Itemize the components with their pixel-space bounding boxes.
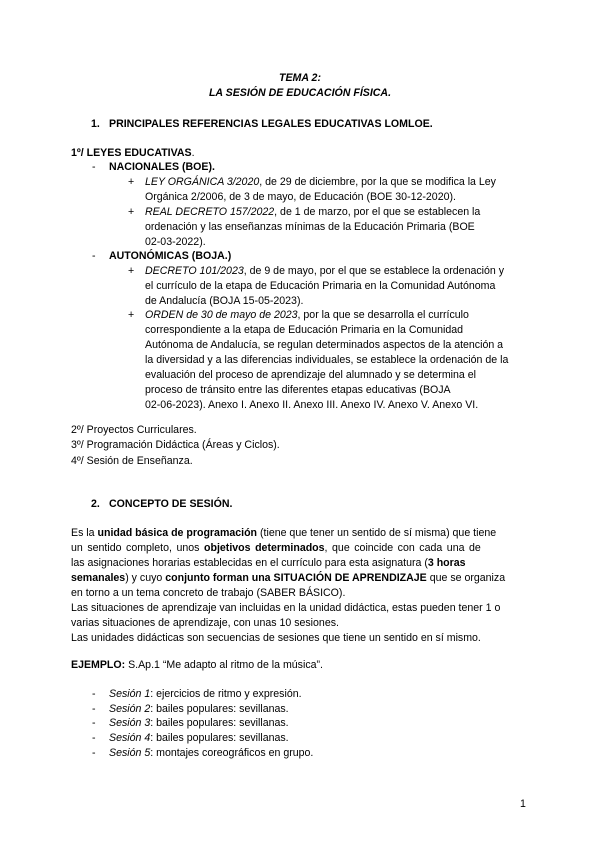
session-name: Sesión 5: [109, 747, 151, 759]
ejemplo-label: EJEMPLO:: [71, 659, 126, 671]
bullet-dash: -: [92, 703, 96, 715]
nacionales-label: NACIONALES (BOE).: [109, 161, 215, 173]
item-text: el currículo de la etapa de Educación Primaria en la Comunidad Autónoma: [145, 280, 496, 292]
para-text: Es la: [71, 527, 98, 539]
item-text: , de 1 de marzo, por el que se establecen la: [274, 206, 481, 218]
nacional-item-1: [145, 175, 525, 205]
bullet-plus: +: [128, 176, 135, 188]
bullet-dash: -: [92, 161, 96, 173]
session-desc: : bailes populares: sevillanas.: [150, 717, 289, 729]
autonomicas-label: AUTONÓMICAS (BOJA.): [109, 250, 232, 262]
item-ref: REAL DECRETO 157/2022: [145, 206, 275, 218]
nacional-item-2: [145, 205, 525, 250]
section-2-number: 2.: [91, 498, 100, 510]
section-1-heading: PRINCIPALES REFERENCIAS LEGALES EDUCATIVAS LOMLOE.: [109, 118, 433, 130]
bullet-dash: -: [92, 250, 96, 262]
concepto-paragraph: [71, 526, 531, 646]
item-text: proceso de tránsito entre las diferentes etapas educativas (BOJA: [145, 384, 451, 396]
session-item: [109, 746, 313, 761]
item-text: correspondiente a la etapa de Educación Primaria en la Comunidad: [145, 324, 464, 336]
bullet-dash: -: [92, 688, 96, 700]
section-1-number: 1.: [91, 118, 100, 130]
item-text: Orgánica 2/2006, de 3 de mayo, de Educación (BOE 30-12-2020).: [145, 191, 456, 203]
item-text: la diversidad y a las diferencias individuales, se establece la ordenación de la: [145, 354, 509, 366]
session-item: [109, 716, 289, 731]
session-desc: : bailes populares: sevillanas.: [150, 703, 289, 715]
leyes-heading: [71, 146, 195, 161]
para-text: las asignaciones horarias establecidas en el currículo para esta asignatura (: [71, 557, 428, 569]
item-text: , por la que se desarrolla el currículo: [297, 309, 469, 321]
autonomica-item-2: [145, 308, 530, 413]
session-name: Sesión 2: [109, 703, 151, 715]
bullet-dash: -: [92, 747, 96, 759]
item-ref: DECRETO 101/2023: [145, 265, 244, 277]
session-item: [109, 731, 289, 746]
leyes-heading-text: 1º/ LEYES EDUCATIVAS: [71, 147, 192, 159]
item-text: , de 9 de mayo, por el que se establece la ordenación y: [243, 265, 505, 277]
para-text: ) y cuyo: [125, 572, 166, 584]
bullet-plus: +: [128, 206, 135, 218]
title-line-2: LA SESIÓN DE EDUCACIÓN FÍSICA.: [208, 87, 392, 99]
para-text: en torno a un tema concreto de trabajo (SABER BÁSICO).: [71, 587, 346, 599]
session-item: [109, 687, 302, 702]
section-2-heading: CONCEPTO DE SESIÓN.: [109, 498, 233, 510]
list-item: 4º/ Sesión de Enseñanza.: [71, 455, 193, 467]
ejemplo-text: S.Ap.1 “Me adapto al ritmo de la música”.: [125, 659, 323, 671]
list-item: 2º/ Proyectos Curriculares.: [71, 424, 197, 436]
session-name: Sesión 4: [109, 732, 151, 744]
session-name: Sesión 1: [109, 688, 151, 700]
bullet-dash: -: [92, 732, 96, 744]
session-item: [109, 702, 289, 717]
item-text: Autónoma de Andalucía, se regulan determinados aspectos de la atención a: [145, 339, 504, 351]
item-text: , de 29 de diciembre, por la que se modifica la Ley: [259, 176, 496, 188]
item-text: evaluación del proceso de aprendizaje del alumnado y se determina el: [145, 369, 476, 381]
para-text: que se organiza: [426, 572, 506, 584]
item-ref: ORDEN de 30 de mayo de 2023: [145, 309, 298, 321]
para-bold: semanales: [71, 572, 126, 584]
para-text: Las situaciones de aprendizaje van incluidas en la unidad didáctica, estas pueden tener 1 o: [71, 602, 501, 614]
para-text: (tiene que tener un sentido de sí misma) que tiene: [257, 527, 497, 539]
bullet-plus: +: [128, 309, 135, 321]
list-item: 3º/ Programación Didáctica (Áreas y Ciclos).: [71, 439, 280, 451]
para-text: , que coincide con cada una de: [324, 542, 481, 554]
item-ref: LEY ORGÁNICA 3/2020: [145, 176, 260, 188]
item-text: 02-06-2023). Anexo I. Anexo II. Anexo III. Anexo IV. Anexo V. Anexo VI.: [145, 399, 479, 411]
item-text: de Andalucía (BOJA 15-05-2023).: [145, 295, 304, 307]
para-text: un sentido completo, unos: [71, 542, 205, 554]
page-number: 1: [520, 798, 526, 810]
ejemplo-line: [71, 658, 323, 673]
leyes-heading-period: .: [191, 147, 195, 159]
item-text: 02-03-2022).: [145, 236, 206, 248]
bullet-dash: -: [92, 717, 96, 729]
para-text: Las unidades didácticas son secuencias de sesiones que tiene un sentido en sí mismo.: [71, 632, 481, 644]
session-desc: : ejercicios de ritmo y expresión.: [150, 688, 302, 700]
item-text: ordenación y las enseñanzas mínimas de la Educación Primaria (BOE: [145, 221, 475, 233]
title-line-1: TEMA 2:: [279, 72, 321, 84]
para-bold: 3 horas: [427, 557, 466, 569]
para-bold: unidad básica de programación: [97, 527, 258, 539]
session-desc: : montajes coreográficos en grupo.: [150, 747, 314, 759]
bullet-plus: +: [128, 265, 135, 277]
autonomica-item-1: [145, 264, 530, 309]
session-desc: : bailes populares: sevillanas.: [150, 732, 289, 744]
para-bold: conjunto forman una SITUACIÓN DE APRENDIZAJE: [165, 572, 427, 584]
para-bold: objetivos determinados: [204, 542, 325, 554]
para-text: varias situaciones de aprendizaje, con unas 10 sesiones.: [71, 617, 339, 629]
session-name: Sesión 3: [109, 717, 151, 729]
